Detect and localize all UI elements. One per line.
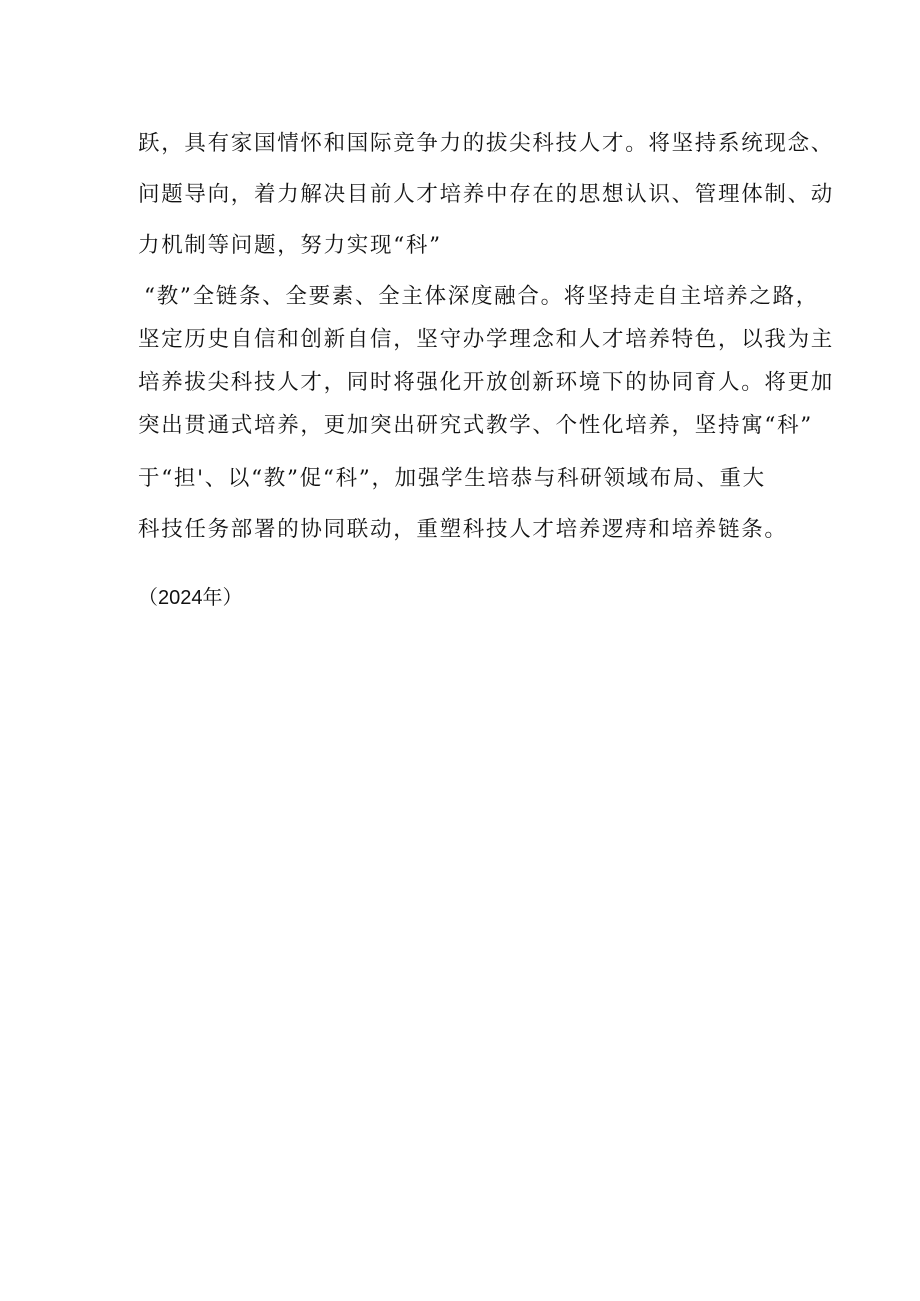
document-date: （2024年）	[138, 587, 243, 609]
paragraph-line: 培养拔尖科技人才，同时将强化开放创新环境下的协同育人。将更加	[138, 370, 835, 395]
paragraph-line: 跃，具有家国情怀和国际竞争力的拔尖科技人才。将坚持系统现念、	[138, 131, 835, 156]
paragraph-line: 坚定历史自信和创新自信，坚守办学理念和人才培养特色，以我为主	[138, 327, 835, 352]
paragraph-line: 力机制等问题，努力实现“科”	[138, 233, 442, 258]
paragraph-line: “教”全链条、全要素、全主体深度融合。将坚持走自主培养之路，	[144, 284, 819, 309]
paragraph-line: 科技任务部署的协同联动，重塑科技人才培养逻痔和培养链条。	[138, 517, 788, 542]
paragraph-line: 问题导向，着力解决目前人才培养中存在的思想认识、管理体制、动	[138, 182, 835, 207]
paragraph-line: 于“担'、以“教”促“科”，加强学生培恭与科研领域布局、重大	[138, 466, 766, 491]
paragraph-line: 突出贯通式培养，更加突出研究式教学、个性化培养，坚持寓“科”	[138, 413, 813, 438]
